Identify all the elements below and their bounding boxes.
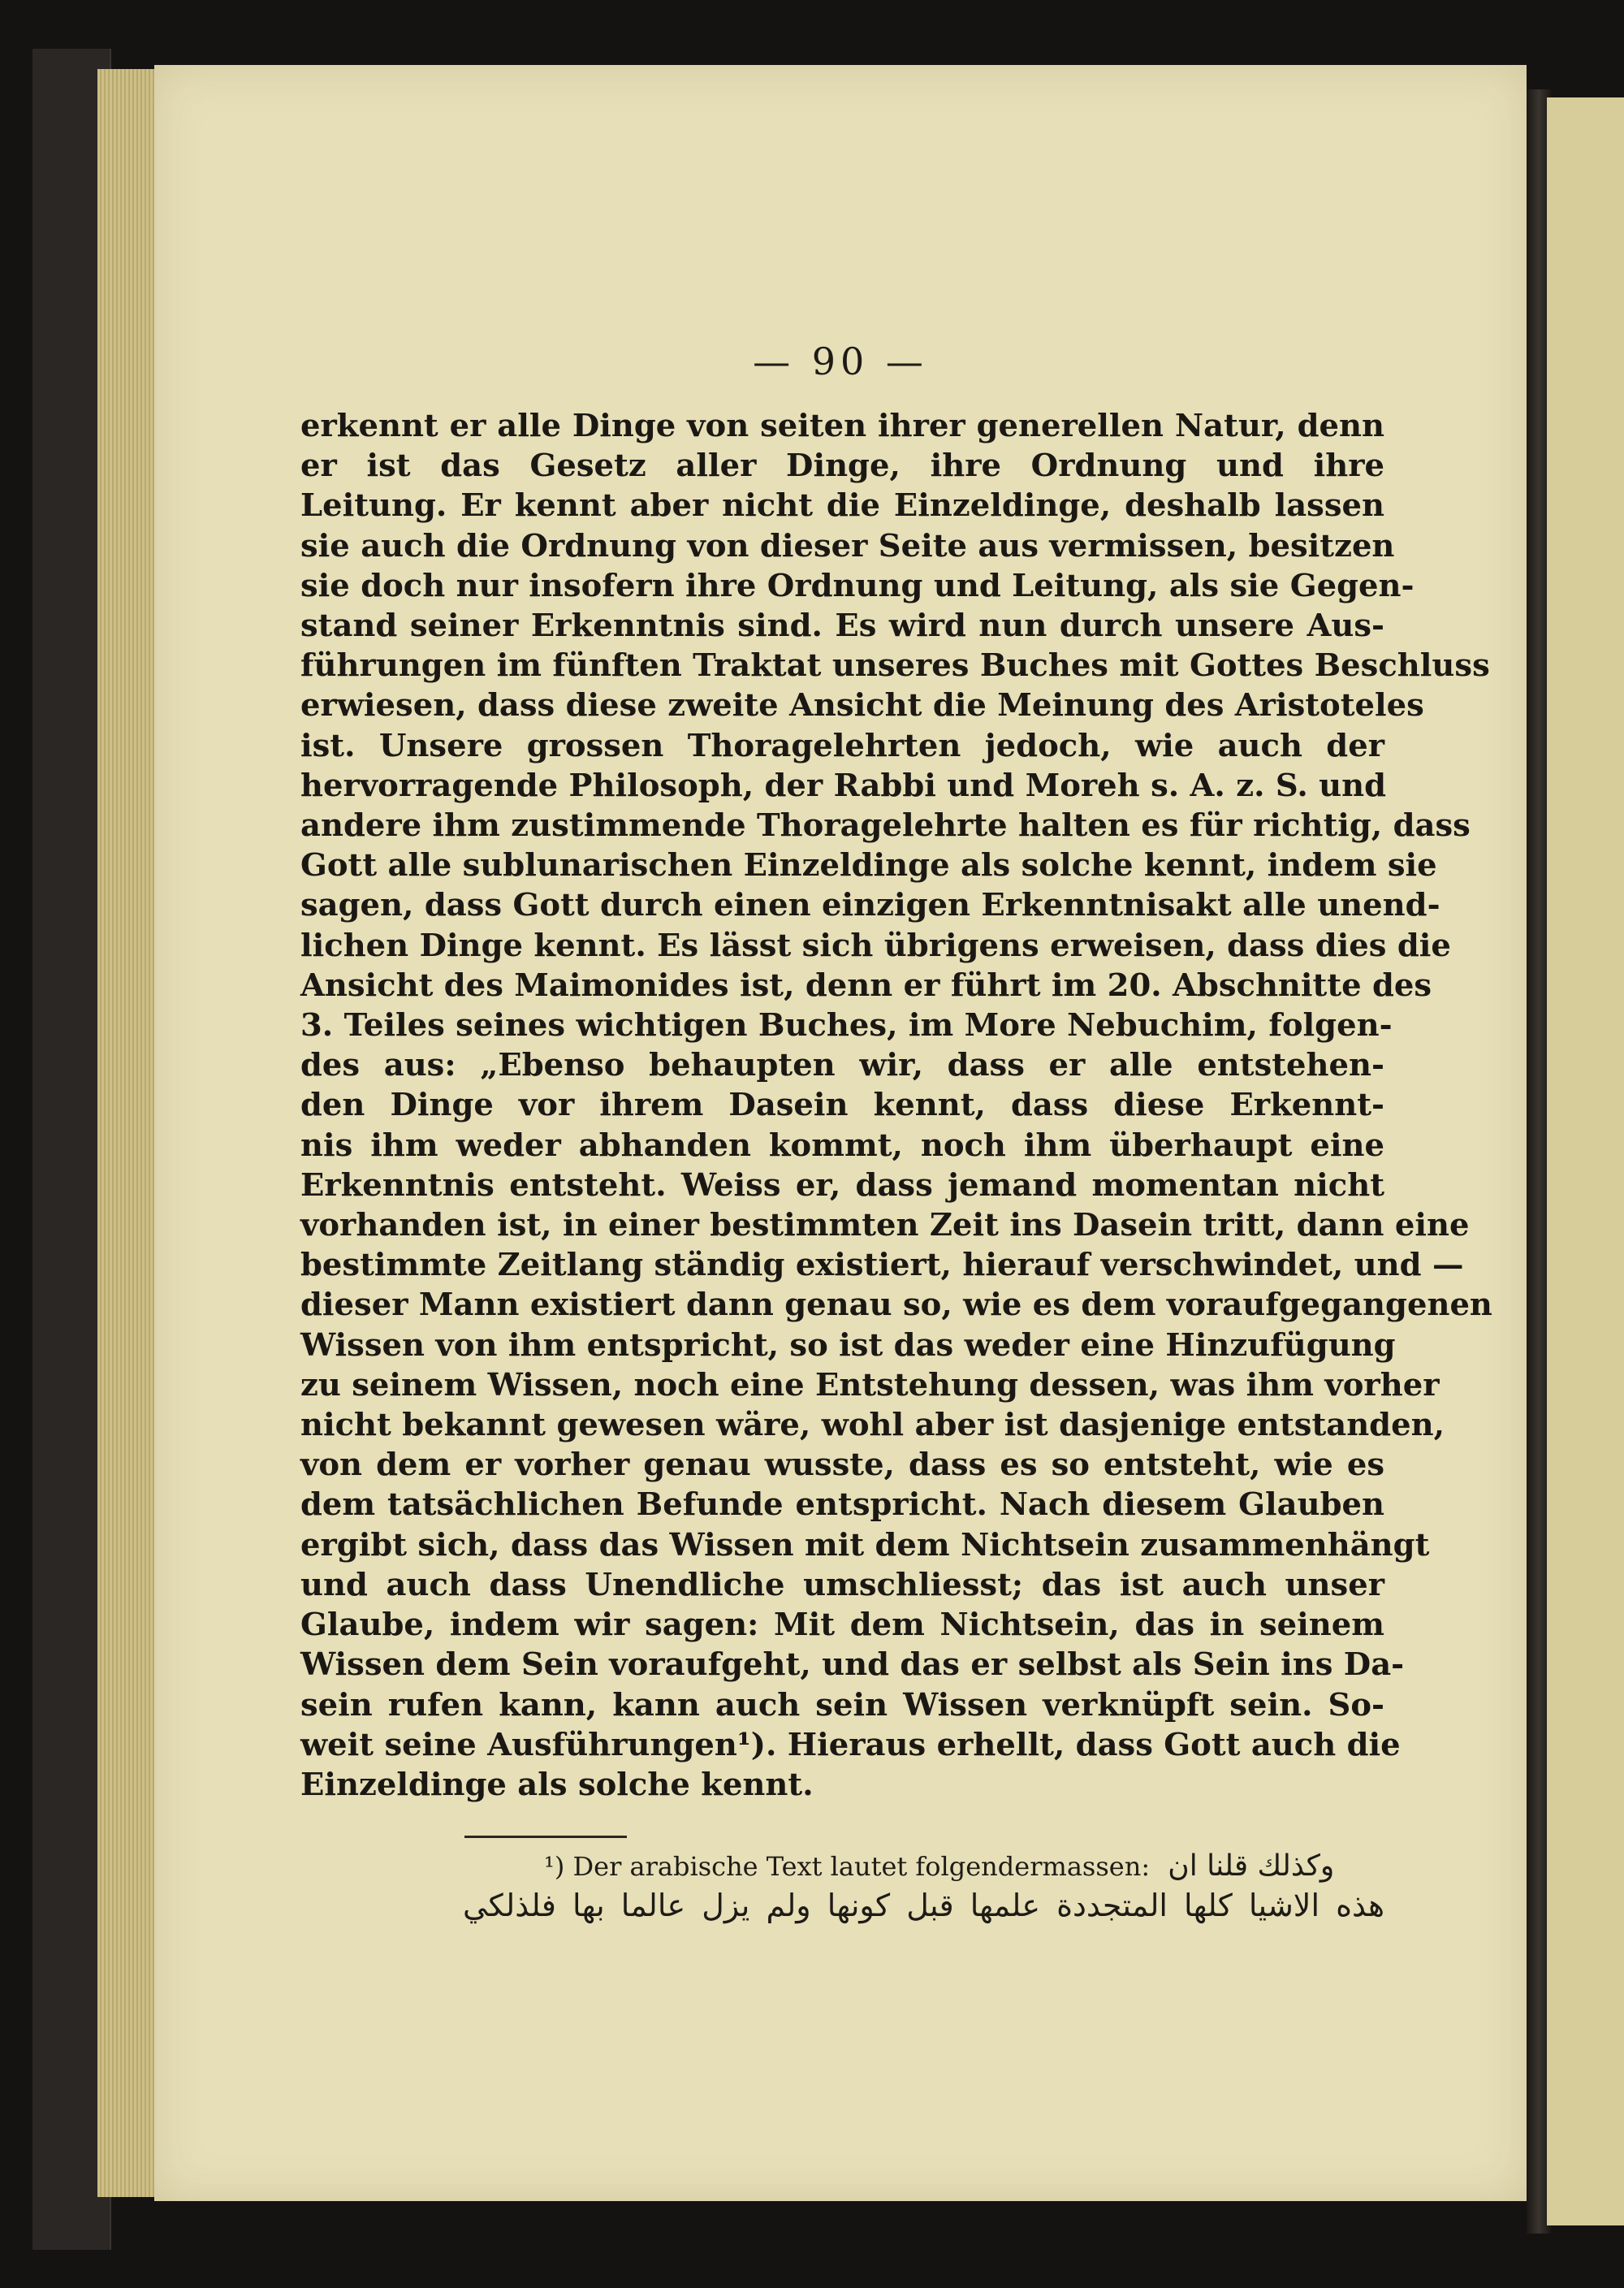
text-line: Gott alle sublunarischen Einzeldinge als solche kennt, indem sie	[300, 847, 1437, 884]
text-line: nicht bekannt gewesen wäre, wohl aber ist dasjenige entstanden,	[300, 1407, 1445, 1444]
body-text	[300, 406, 1492, 1805]
text-line: von dem er vorher genau wusste, dass es so entsteht, wie es	[300, 1447, 1384, 1484]
text-line: ist. Unsere grossen Thoragelehrten jedoch, wie auch der	[300, 727, 1384, 764]
text-line: Wissen von ihm entspricht, so ist das weder eine Hinzufügung	[300, 1326, 1396, 1364]
text-line: dem tatsächlichen Befunde entspricht. Nach diesem Glauben	[300, 1486, 1384, 1524]
text-line: und auch dass Unendliche umschliesst; das ist auch unser	[300, 1566, 1384, 1603]
text-line: vorhanden ist, in einer bestimmten Zeit ins Dasein tritt, dann eine	[300, 1207, 1470, 1244]
footnote-divider	[464, 1836, 627, 1838]
text-line: zu seinem Wissen, noch eine Entstehung dessen, was ihm vorher	[300, 1366, 1440, 1404]
text-line: den Dinge vor ihrem Dasein kennt, dass diese Erkennt-	[300, 1087, 1384, 1124]
text-line: Wissen dem Sein voraufgeht, und das er selbst als Sein ins Da-	[300, 1646, 1405, 1684]
text-line: Einzeldinge als solche kennt.	[300, 1766, 814, 1803]
text-line: des aus: „Ebenso behaupten wir, dass er alle entstehen-	[300, 1047, 1384, 1084]
text-line: bestimmte Zeitlang ständig existiert, hierauf verschwindet, und —	[300, 1247, 1464, 1284]
text-line: lichen Dinge kennt. Es lässt sich übrigens erweisen, dass dies die	[300, 927, 1451, 964]
text-line: Ansicht des Maimonides ist, denn er führt im 20. Abschnitte des	[300, 967, 1432, 1004]
footnote-arabic-inline: وكذلك قلنا ان	[1168, 1849, 1335, 1883]
text-line: stand seiner Erkenntnis sind. Es wird nun durch unsere Aus-	[300, 608, 1384, 645]
text-line: führungen im fünften Traktat unseres Buches mit Gottes Beschluss	[300, 647, 1490, 685]
text-line: weit seine Ausführungen¹). Hieraus erhellt, dass Gott auch die	[300, 1726, 1401, 1763]
text-line: er ist das Gesetz aller Dinge, ihre Ordnung und ihre	[300, 448, 1384, 485]
text-line: sein rufen kann, kann auch sein Wissen verknüpft sein. So-	[300, 1686, 1384, 1724]
facing-page-edge	[1547, 97, 1624, 2225]
text-line: erkennt er alle Dinge von seiten ihrer generellen Natur, denn	[300, 408, 1384, 444]
footnote	[544, 1845, 1389, 1888]
footnote-text: ¹) Der arabische Text lautet folgendermassen:	[544, 1851, 1151, 1882]
page-number: — 90 —	[753, 340, 928, 383]
text-line: ergibt sich, dass das Wissen mit dem Nichtsein zusammenhängt	[300, 1526, 1430, 1564]
text-line: Glaube, indem wir sagen: Mit dem Nichtsein, das in seinem	[300, 1607, 1384, 1644]
text-line: dieser Mann existiert dann genau so, wie es dem voraufgegangenen	[300, 1287, 1492, 1324]
text-line: 3. Teiles seines wichtigen Buches, im More Nebuchim, folgen-	[300, 1007, 1393, 1045]
text-line: hervorragende Philosoph, der Rabbi und Moreh s. A. z. S. und	[300, 767, 1387, 804]
text-line: sie doch nur insofern ihre Ordnung und Leitung, als sie Gegen-	[300, 567, 1415, 604]
text-line: Erkenntnis entsteht. Weiss er, dass jemand momentan nicht	[300, 1166, 1384, 1204]
text-line: nis ihm weder abhanden kommt, noch ihm überhaupt eine	[300, 1127, 1384, 1164]
text-line: Leitung. Er kennt aber nicht die Einzeldinge, deshalb lassen	[300, 487, 1384, 525]
text-line: erwiesen, dass diese zweite Ansicht die Meinung des Aristoteles	[300, 687, 1424, 724]
page-stack-edges	[97, 69, 162, 2197]
footnote-arabic-line: هذه الاشيا كلها المتجددة علمها قبل كونها ولم يزل عالما بها فلذلكي	[463, 1888, 1384, 1923]
text-line: andere ihm zustimmende Thoragelehrte halten es für richtig, dass	[300, 807, 1471, 845]
text-line: sie auch die Ordnung von dieser Seite aus vermissen, besitzen	[300, 527, 1395, 564]
text-line: sagen, dass Gott durch einen einzigen Erkenntnisakt alle unend-	[300, 887, 1440, 924]
